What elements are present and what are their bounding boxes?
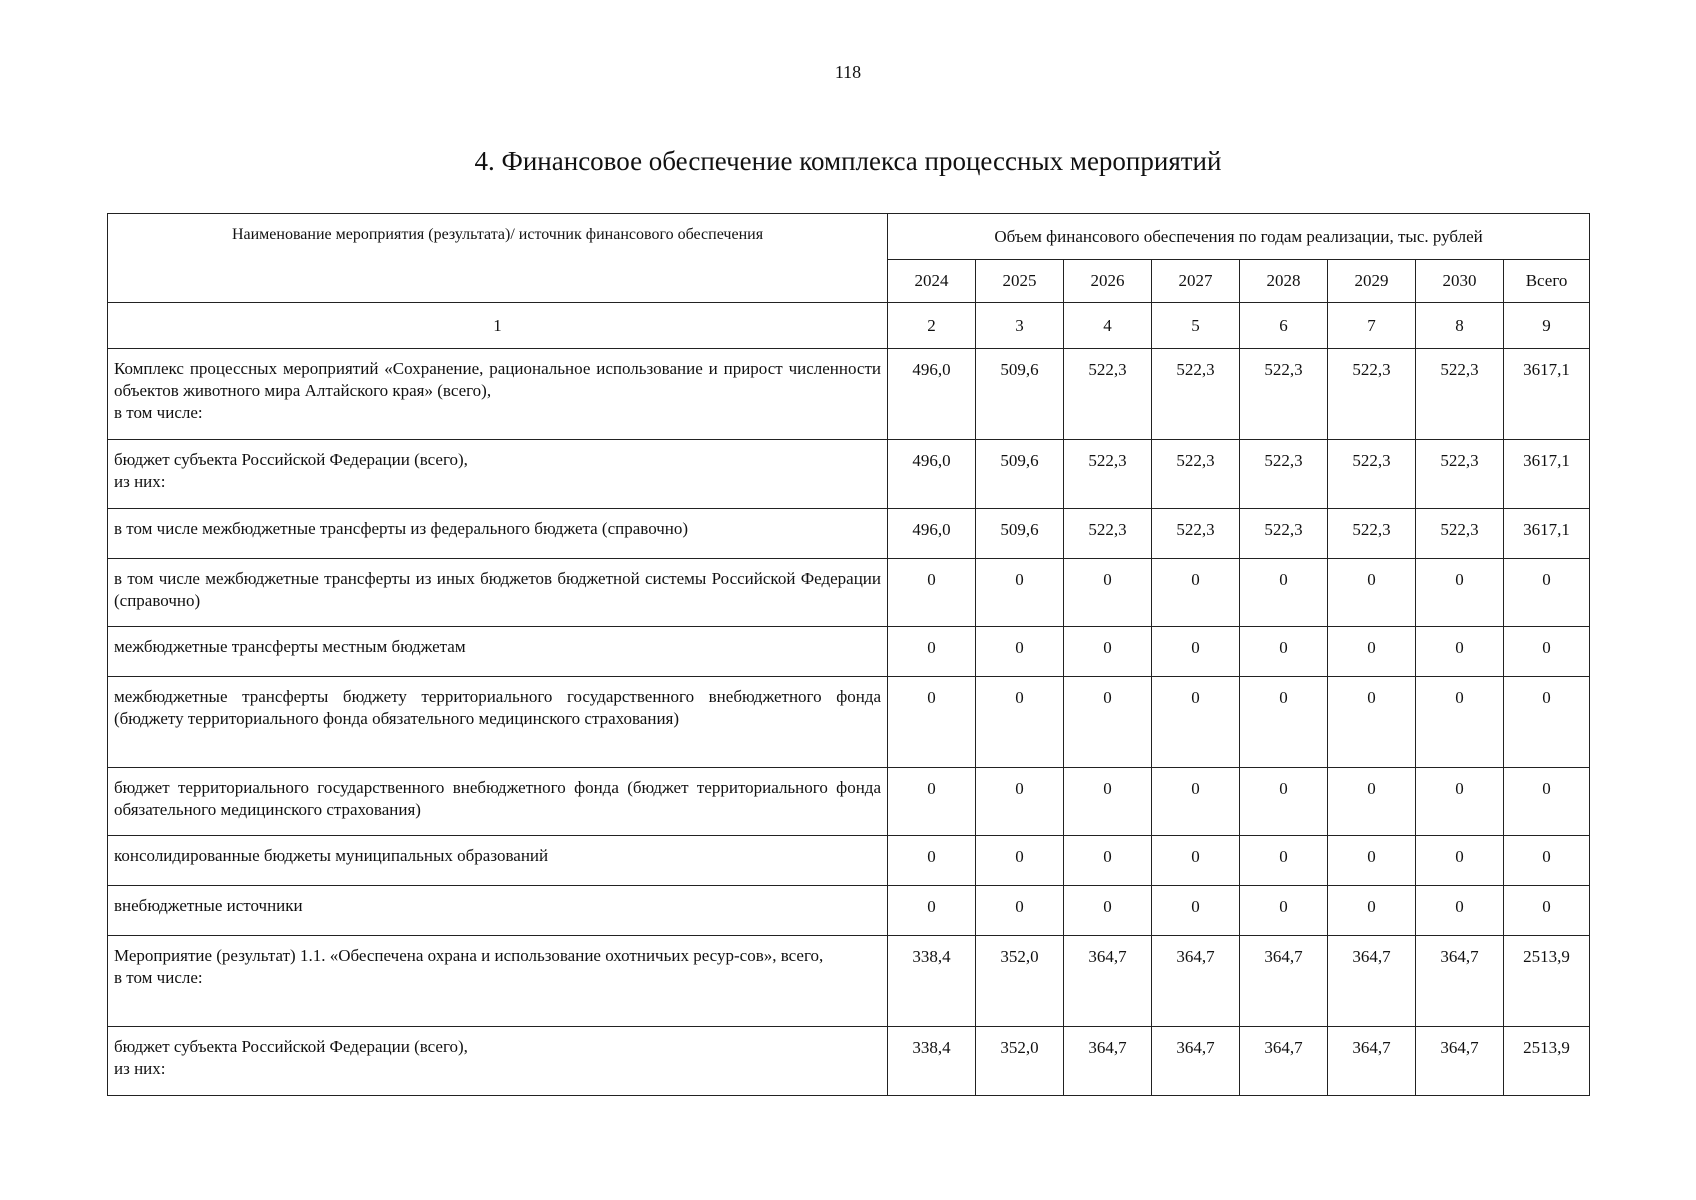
row-value-cell: 338,4: [888, 1027, 976, 1096]
column-numbers-row: [108, 303, 1590, 349]
row-value-cell: 0: [1416, 627, 1504, 677]
row-name-cell: [108, 559, 888, 627]
row-value-cell: 522,3: [1240, 509, 1328, 559]
row-value-cell: 0: [1240, 627, 1328, 677]
row-name-cell: [108, 440, 888, 509]
row-name-line: в том числе межбюджетные трансферты из иных бюджетов бюджетной системы Российской Федерации (справочно): [114, 569, 881, 610]
row-value-cell: 0: [1416, 677, 1504, 768]
table-row: [108, 349, 1590, 440]
row-name-line: бюджет субъекта Российской Федерации (всего),: [114, 1037, 468, 1056]
row-value-cell: 0: [1240, 768, 1328, 836]
row-value-cell: 0: [888, 886, 976, 936]
row-value-cell: 0: [1328, 886, 1416, 936]
row-name-line: внебюджетные источники: [114, 896, 303, 915]
column-number: 8: [1416, 303, 1504, 349]
table-row: [108, 440, 1590, 509]
row-name-cell: [108, 1027, 888, 1096]
table-row: [108, 677, 1590, 768]
row-value-cell: 364,7: [1152, 1027, 1240, 1096]
row-value-cell: 522,3: [1152, 349, 1240, 440]
table-row: [108, 886, 1590, 936]
row-value-cell: 0: [976, 836, 1064, 886]
year-header: 2030: [1416, 260, 1504, 303]
row-value-cell: 0: [1240, 886, 1328, 936]
row-value-cell: 522,3: [1328, 349, 1416, 440]
name-column-header: Наименование мероприятия (результата)/ источник финансового обеспечения: [108, 214, 888, 303]
row-name-cell: [108, 836, 888, 886]
row-value-cell: 338,4: [888, 936, 976, 1027]
row-value-cell: 364,7: [1064, 936, 1152, 1027]
section-heading: 4. Финансовое обеспечение комплекса процессных мероприятий: [474, 146, 1222, 176]
row-value-cell: 0: [1416, 559, 1504, 627]
row-value-cell: 0: [1240, 677, 1328, 768]
row-name-line: Комплекс процессных мероприятий «Сохранение, рациональное использование и прирост численности объектов животного мира Алтайского края» (всего),: [114, 359, 881, 400]
row-value-cell: 352,0: [976, 936, 1064, 1027]
row-total-cell: 0: [1504, 627, 1590, 677]
row-value-cell: 522,3: [1240, 349, 1328, 440]
row-value-cell: 496,0: [888, 440, 976, 509]
row-value-cell: 0: [1152, 677, 1240, 768]
row-value-cell: 522,3: [1328, 440, 1416, 509]
row-name-line: из них:: [114, 472, 166, 491]
row-total-cell: 0: [1504, 886, 1590, 936]
row-value-cell: 0: [1240, 559, 1328, 627]
table-row: [108, 627, 1590, 677]
year-header: 2029: [1328, 260, 1416, 303]
year-header: 2028: [1240, 260, 1328, 303]
row-value-cell: 509,6: [976, 440, 1064, 509]
row-value-cell: 364,7: [1240, 1027, 1328, 1096]
row-value-cell: 522,3: [1416, 509, 1504, 559]
row-value-cell: 0: [1152, 627, 1240, 677]
row-value-cell: 364,7: [1416, 1027, 1504, 1096]
column-number: 7: [1328, 303, 1416, 349]
column-number: 6: [1240, 303, 1328, 349]
row-value-cell: 352,0: [976, 1027, 1064, 1096]
row-value-cell: 0: [888, 559, 976, 627]
row-value-cell: 0: [1328, 627, 1416, 677]
row-value-cell: 509,6: [976, 509, 1064, 559]
row-value-cell: 0: [1064, 677, 1152, 768]
volume-column-header: Объем финансового обеспечения по годам реализации, тыс. рублей: [888, 214, 1590, 260]
row-value-cell: 0: [1328, 768, 1416, 836]
row-value-cell: 0: [888, 768, 976, 836]
row-value-cell: 522,3: [1416, 349, 1504, 440]
row-value-cell: 522,3: [1416, 440, 1504, 509]
row-value-cell: 0: [1328, 559, 1416, 627]
row-value-cell: 522,3: [1064, 440, 1152, 509]
year-header: 2025: [976, 260, 1064, 303]
column-number: 4: [1064, 303, 1152, 349]
year-header: 2027: [1152, 260, 1240, 303]
row-name-cell: [108, 627, 888, 677]
row-total-cell: 2513,9: [1504, 1027, 1590, 1096]
row-value-cell: 364,7: [1152, 936, 1240, 1027]
row-total-cell: 0: [1504, 768, 1590, 836]
row-value-cell: 496,0: [888, 509, 976, 559]
row-name-line: консолидированные бюджеты муниципальных образований: [114, 846, 549, 865]
column-number: 3: [976, 303, 1064, 349]
row-name-cell: [108, 677, 888, 768]
row-total-cell: 3617,1: [1504, 349, 1590, 440]
table-row: [108, 768, 1590, 836]
row-value-cell: 0: [1416, 836, 1504, 886]
row-name-line: в том числе:: [114, 968, 203, 987]
year-header: 2026: [1064, 260, 1152, 303]
row-name-cell: [108, 768, 888, 836]
row-value-cell: 0: [976, 559, 1064, 627]
row-value-cell: 364,7: [1064, 1027, 1152, 1096]
table-row: [108, 509, 1590, 559]
row-value-cell: 0: [976, 886, 1064, 936]
row-total-cell: 3617,1: [1504, 509, 1590, 559]
row-name-line: из них:: [114, 1059, 166, 1078]
row-value-cell: 0: [1064, 836, 1152, 886]
table-row: [108, 936, 1590, 1027]
row-total-cell: 3617,1: [1504, 440, 1590, 509]
row-value-cell: 0: [1064, 886, 1152, 936]
row-name-line: межбюджетные трансферты бюджету территориального государственного внебюджетного фонда (бюджету территориального фонда обязательного медицинского страхования): [114, 687, 881, 728]
row-total-cell: 0: [1504, 677, 1590, 768]
row-value-cell: 0: [1328, 836, 1416, 886]
row-total-cell: 2513,9: [1504, 936, 1590, 1027]
row-name-cell: [108, 349, 888, 440]
table-row: [108, 1027, 1590, 1096]
column-number: 5: [1152, 303, 1240, 349]
row-name-line: бюджет субъекта Российской Федерации (всего),: [114, 450, 468, 469]
header-row: [108, 214, 1590, 260]
row-name-cell: [108, 936, 888, 1027]
row-value-cell: 522,3: [1328, 509, 1416, 559]
row-value-cell: 0: [976, 768, 1064, 836]
column-number: 9: [1504, 303, 1590, 349]
total-header: Всего: [1504, 260, 1590, 303]
row-value-cell: 0: [888, 836, 976, 886]
row-name-line: бюджет территориального государственного внебюджетного фонда (бюджет территориального фонда обязательного медицинского страхования): [114, 778, 881, 819]
row-value-cell: 364,7: [1328, 936, 1416, 1027]
row-name-line: Мероприятие (результат) 1.1. «Обеспечена охрана и использование охотничьих ресур-сов», всего,: [114, 946, 824, 965]
row-value-cell: 0: [976, 677, 1064, 768]
row-value-cell: 0: [1064, 627, 1152, 677]
row-value-cell: 0: [1416, 886, 1504, 936]
column-number: 1: [108, 303, 888, 349]
row-name-line: межбюджетные трансферты местным бюджетам: [114, 637, 466, 656]
row-value-cell: 522,3: [1240, 440, 1328, 509]
row-total-cell: 0: [1504, 836, 1590, 886]
row-value-cell: 522,3: [1152, 440, 1240, 509]
row-value-cell: 522,3: [1152, 509, 1240, 559]
row-value-cell: 0: [1064, 559, 1152, 627]
row-total-cell: 0: [1504, 559, 1590, 627]
table-row: [108, 836, 1590, 886]
row-value-cell: 364,7: [1328, 1027, 1416, 1096]
row-name-line: в том числе межбюджетные трансферты из федерального бюджета (справочно): [114, 519, 689, 538]
row-value-cell: 0: [888, 627, 976, 677]
row-value-cell: 0: [1240, 836, 1328, 886]
table-row: [108, 559, 1590, 627]
row-value-cell: 0: [976, 627, 1064, 677]
row-name-cell: [108, 509, 888, 559]
row-value-cell: 0: [1416, 768, 1504, 836]
row-value-cell: 0: [1152, 768, 1240, 836]
row-value-cell: 522,3: [1064, 509, 1152, 559]
row-value-cell: 0: [1152, 836, 1240, 886]
row-value-cell: 0: [888, 677, 976, 768]
row-value-cell: 364,7: [1416, 936, 1504, 1027]
row-value-cell: 0: [1328, 677, 1416, 768]
year-header: 2024: [888, 260, 976, 303]
row-value-cell: 0: [1152, 886, 1240, 936]
row-value-cell: 364,7: [1240, 936, 1328, 1027]
column-number: 2: [888, 303, 976, 349]
row-name-cell: [108, 886, 888, 936]
row-value-cell: 496,0: [888, 349, 976, 440]
row-value-cell: 522,3: [1064, 349, 1152, 440]
row-value-cell: 509,6: [976, 349, 1064, 440]
row-name-line: в том числе:: [114, 403, 203, 422]
row-value-cell: 0: [1152, 559, 1240, 627]
financing-table: [107, 213, 1590, 1096]
row-value-cell: 0: [1064, 768, 1152, 836]
page-number: 118: [834, 62, 862, 82]
